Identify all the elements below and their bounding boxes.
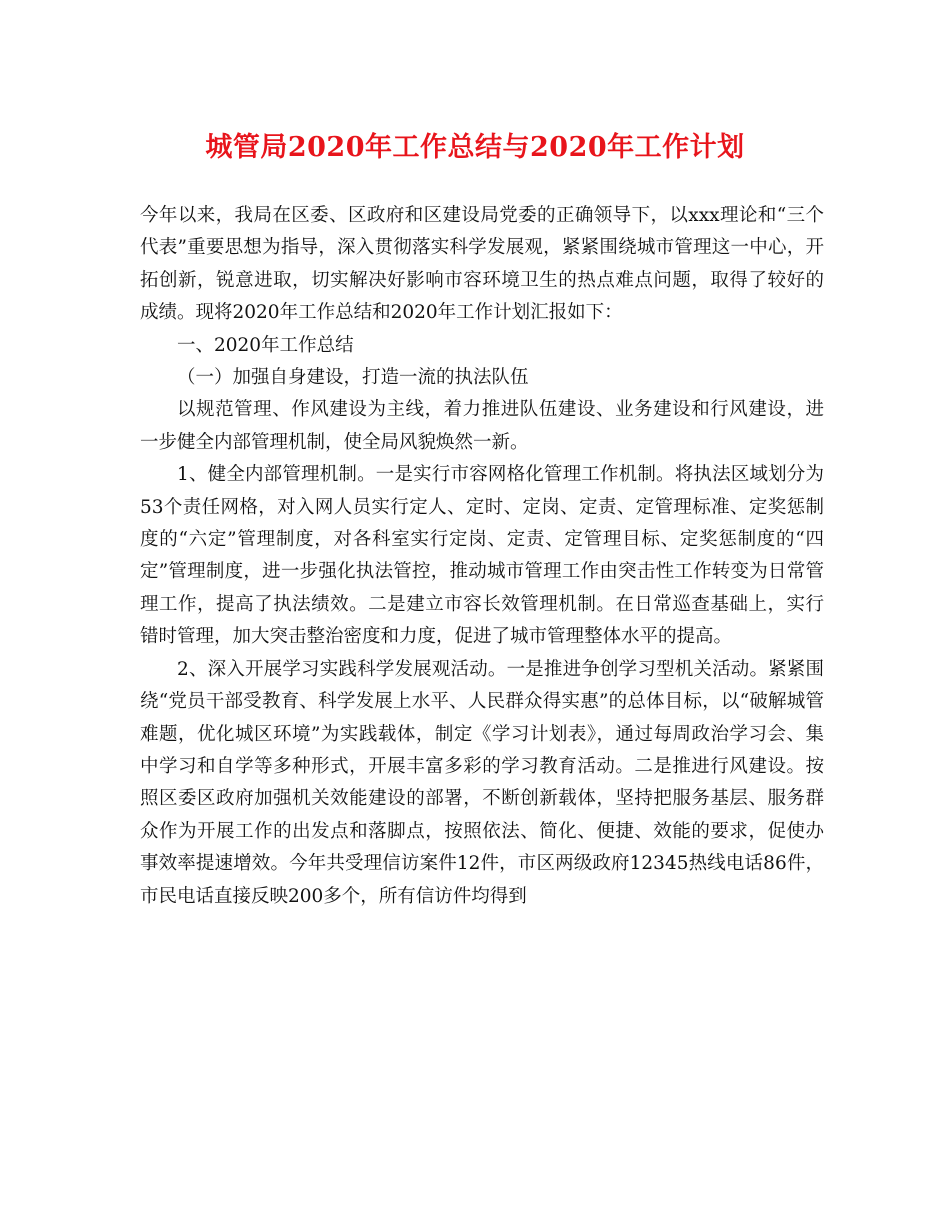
section-heading-1: 一、2020年工作总结 [177,334,354,356]
subsection-heading-1: （一）加强自身建设，打造一流的执法队伍 [177,367,529,389]
intro-paragraph: 今年以来，我局在区委、区政府和区建设局党委的正确领导下，以xxx理论和“三个代表”重要思想为指导，深入贯彻落实科学发展观，紧紧围绕城市管理这一中心，开拓创新，锐意进取，切实解决好影响市容环境卫生的热点难点问题，取得了较好的成绩。现将2020年工作总结和2020年工作计划汇报如下： [140,205,824,324]
document-body [140,200,824,913]
body-paragraph: 1、健全内部管理机制。一是实行市容网格化管理工作机制。将执法区域划分为53个责任网格，对入网人员实行定人、定时、定岗、定责、定管理标准、定奖惩制度的“六定”管理制度，对各科室实行定岗、定责、定管理目标、定奖惩制度的“四定”管理制度，进一步强化执法管控，推动城市管理工作由突击性工作转变为日常管理工作，提高了执法绩效。二是建立市容长效管理机制。在日常巡查基础上，实行错时管理，加大突击整治密度和力度，促进了城市管理整体水平的提高。 [140,464,824,648]
document-title: 城管局2020年工作总结与2020年工作计划 [205,132,745,163]
body-paragraph: 2、深入开展学习实践科学发展观活动。一是推进争创学习型机关活动。紧紧围绕“党员干部受教育、科学发展上水平、人民群众得实惠”的总体目标，以“破解城管难题，优化城区环境”为实践载体，制定《学习计划表》，通过每周政治学习会、集中学习和自学等多种形式，开展丰富多彩的学习教育活动。二是推进行风建设。按照区委区政府加强机关效能建设的部署，不断创新载体，坚持把服务基层、服务群众作为开展工作的出发点和落脚点，按照依法、简化、便捷、效能的要求，促使办事效率提速增效。今年共受理信访案件12件，市区两级政府12345热线电话86件，市民电话直接反映200多个，所有信访件均得到 [140,658,824,907]
body-paragraph: 以规范管理、作风建设为主线，着力推进队伍建设、业务建设和行风建设，进一步健全内部管理机制，使全局风貌焕然一新。 [140,399,824,453]
